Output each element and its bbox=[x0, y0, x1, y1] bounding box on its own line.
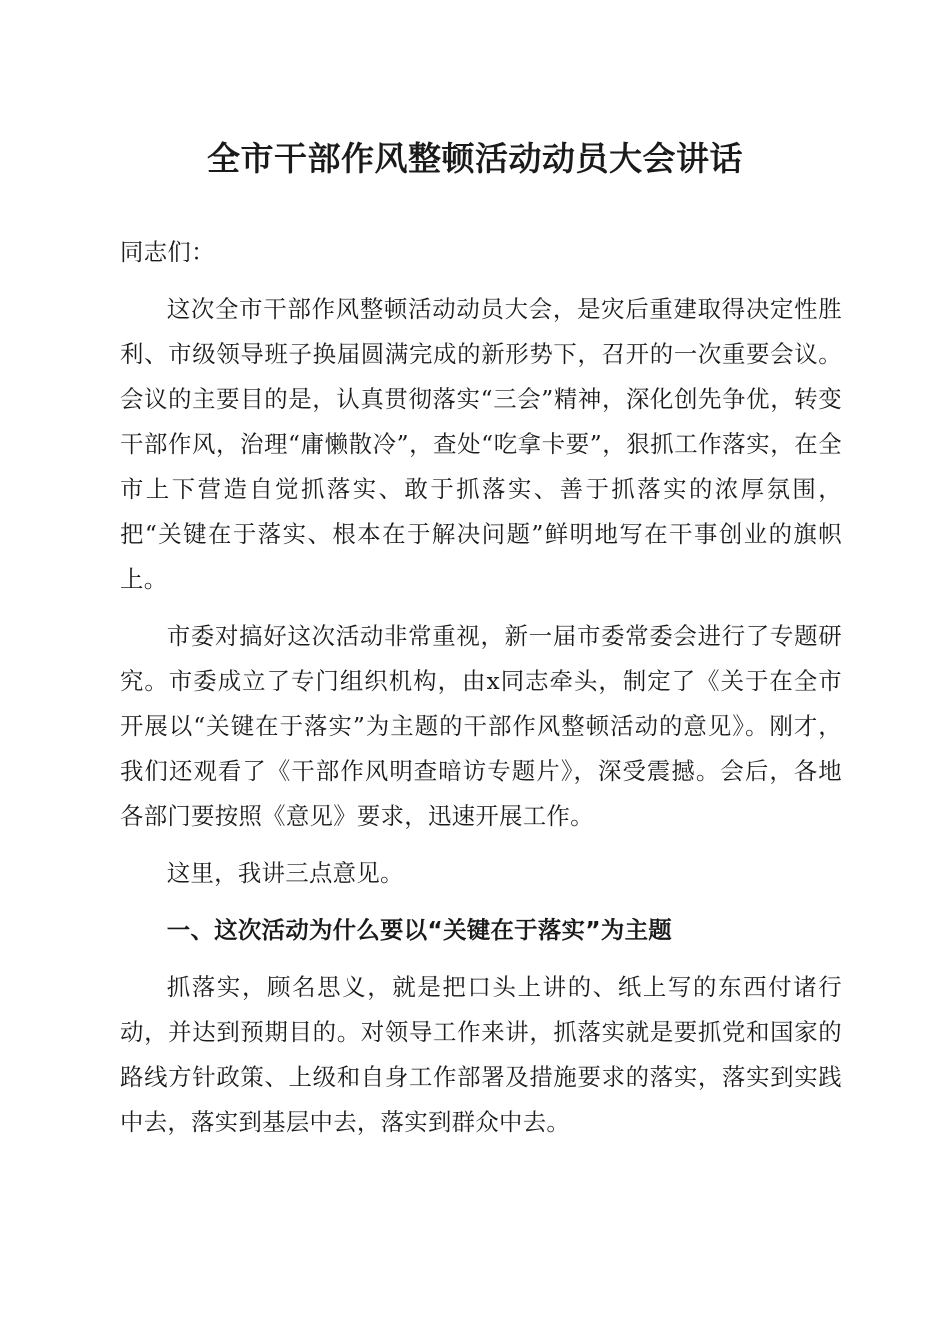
document-body bbox=[120, 230, 842, 1157]
paragraph-3: 这里，我讲三点意见。 bbox=[166, 859, 404, 887]
salutation: 同志们： bbox=[120, 238, 215, 266]
paragraph-1: 这次全市干部作风整顿活动动员大会，是灾后重建取得决定性胜利、市级领导班子换届圆满完成的新形势下，召开的一次重要会议。会议的主要目的是，认真贯彻落实“三会”精神，深化创先争优，转变干部作风，治理“庸懒散冷”，查处“吃拿卡要”，狠抓工作落实，在全市上下营造自觉抓落实、敢于抓落实、善于抓落实的浓厚氛围，把“关键在于落实、根本在于解决问题”鲜明地写在干事创业的旗帜上。 bbox=[120, 295, 842, 593]
section-heading: 一、这次活动为什么要以“关键在于落实”为主题 bbox=[166, 916, 672, 944]
paragraph-2: 市委对搞好这次活动非常重视，新一届市委常委会进行了专题研究。市委成立了专门组织机构，由x同志牵头，制定了《关于在全市开展以“关键在于落实”为主题的干部作风整顿活动的意见》。刚才，我们还观看了《干部作风明查暗访专题片》，深受震撼。会后，各地各部门要按照《意见》要求，迅速开展工作。 bbox=[120, 622, 842, 830]
document-title: 全市干部作风整顿活动动员大会讲话 bbox=[207, 139, 743, 178]
section-paragraph: 抓落实，顾名思义，就是把口头上讲的、纸上写的东西付诸行动，并达到预期目的。对领导工作来讲，抓落实就是要抓党和国家的路线方针政策、上级和自身工作部署及措施要求的落实，落实到实践中去，落实到基层中去，落实到群众中去。 bbox=[120, 973, 842, 1136]
